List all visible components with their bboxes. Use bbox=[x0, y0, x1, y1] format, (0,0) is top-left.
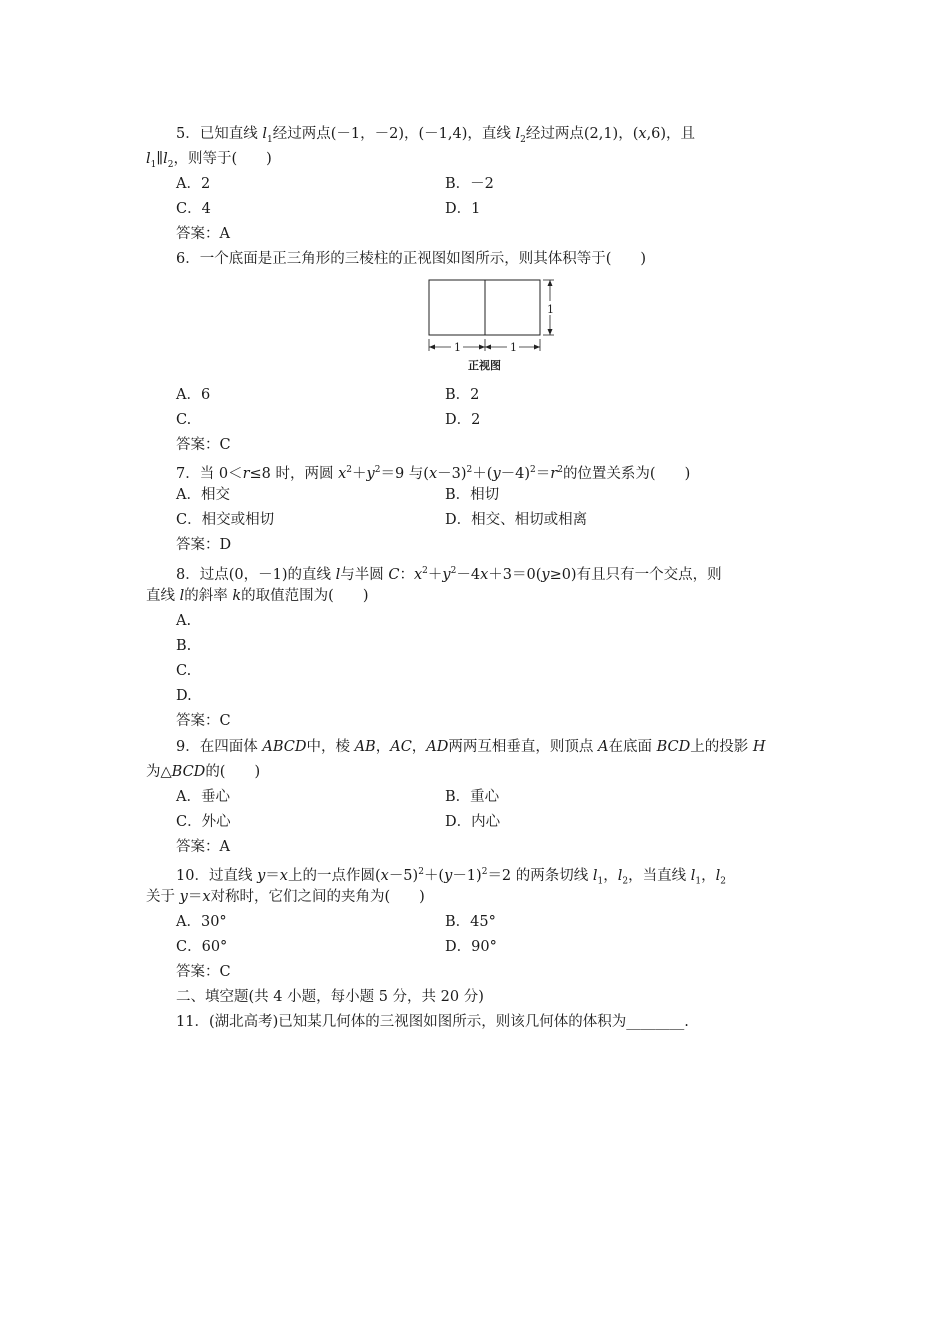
q6-option-c: C. bbox=[176, 412, 192, 428]
q9-stem-line2: 为△BCD的( ) bbox=[146, 764, 261, 780]
q8-option-c: C. bbox=[176, 663, 192, 679]
q9-option-a: A．垂心 bbox=[176, 789, 230, 805]
section-2-heading: 二、填空题(共 4 小题，每小题 5 分，共 20 分) bbox=[176, 989, 484, 1005]
q6-stem: 6．一个底面是正三角形的三棱柱的正视图如图所示，则其体积等于( ) bbox=[176, 251, 647, 267]
q10-option-b: B．45° bbox=[445, 914, 496, 930]
q9-option-c: C．外心 bbox=[176, 814, 231, 830]
q5-stem-line2: $l_1\parallel l_2$，则等于( ) bbox=[146, 151, 272, 170]
q10-stem-line1: 10．过直线 y＝x上的一点作圆$(x-5)^2+(y-1)^2=2$ 的两条切线 $l_1$，$l_2$，当直线 $l_1$，$l_2$ bbox=[176, 867, 726, 887]
q5-option-b: B．－2 bbox=[445, 176, 494, 192]
q6-front-view-figure bbox=[420, 274, 570, 374]
q8-option-a: A. bbox=[176, 613, 192, 629]
dim-left-label: 1 bbox=[454, 341, 461, 354]
q10-option-a: A．30° bbox=[176, 914, 227, 930]
q9-stem-line1: 9．在四面体 ABCD中，棱 AB，AC，AD两两互相垂直，则顶点 A在底面 BCD上的投影 H bbox=[176, 739, 766, 755]
q5-option-d: D．1 bbox=[445, 201, 481, 217]
q9-option-b: B．重心 bbox=[445, 789, 500, 805]
q6-option-a: A．6 bbox=[176, 387, 211, 403]
q10-option-c: C．60° bbox=[176, 939, 228, 955]
q8-stem-line2: 直线 l的斜率 k的取值范围为( ) bbox=[146, 588, 369, 604]
q6-option-b: B．2 bbox=[445, 387, 480, 403]
q8-stem-line1: 8．过点(0，－1)的直线 l与半圆 C：$x^2+y^2-4x+3=0(y\ge 0)$有且只有一个交点，则 bbox=[176, 566, 722, 583]
q7-option-a: A．相交 bbox=[176, 487, 230, 503]
q10-stem-line2: 关于 y＝x对称时，它们之间的夹角为( ) bbox=[146, 889, 425, 905]
q8-option-b: B. bbox=[176, 638, 192, 654]
dim-height-label: 1 bbox=[547, 303, 554, 316]
q8-answer: 答案：C bbox=[176, 713, 231, 729]
q7-option-c: C．相交或相切 bbox=[176, 512, 275, 528]
q6-answer: 答案：C bbox=[176, 437, 231, 453]
q5-option-a: A．2 bbox=[176, 176, 211, 192]
q9-option-d: D．内心 bbox=[445, 814, 501, 830]
q10-option-d: D．90° bbox=[445, 939, 497, 955]
q5-stem-line1: 5．已知直线 $l_1$经过两点(－1，－2)，(－1,4)，直线 $l_2$经过两点(2,1)，(x,6)，且 bbox=[176, 126, 696, 145]
q9-answer: 答案：A bbox=[176, 839, 230, 855]
q7-option-d: D．相交、相切或相离 bbox=[445, 512, 588, 528]
q5-answer: 答案：A bbox=[176, 226, 230, 242]
figure-caption: 正视图 bbox=[468, 359, 501, 372]
q10-answer: 答案：C bbox=[176, 964, 231, 980]
q7-answer: 答案：D bbox=[176, 537, 232, 553]
q6-option-d: D．2 bbox=[445, 412, 481, 428]
q11-stem: 11．(湖北高考)已知某几何体的三视图如图所示，则该几何体的体积为________. bbox=[176, 1014, 689, 1030]
dim-right-label: 1 bbox=[510, 341, 517, 354]
q7-option-b: B．相切 bbox=[445, 487, 500, 503]
q5-option-c: C．4 bbox=[176, 201, 211, 217]
q7-stem: 7．当 0＜r≤8 时，两圆 $x^2+y^2=9$ 与$(x-3)^2+(y-4)^2=r^2$的位置关系为( ) bbox=[176, 465, 691, 482]
q8-option-d: D. bbox=[176, 688, 192, 704]
